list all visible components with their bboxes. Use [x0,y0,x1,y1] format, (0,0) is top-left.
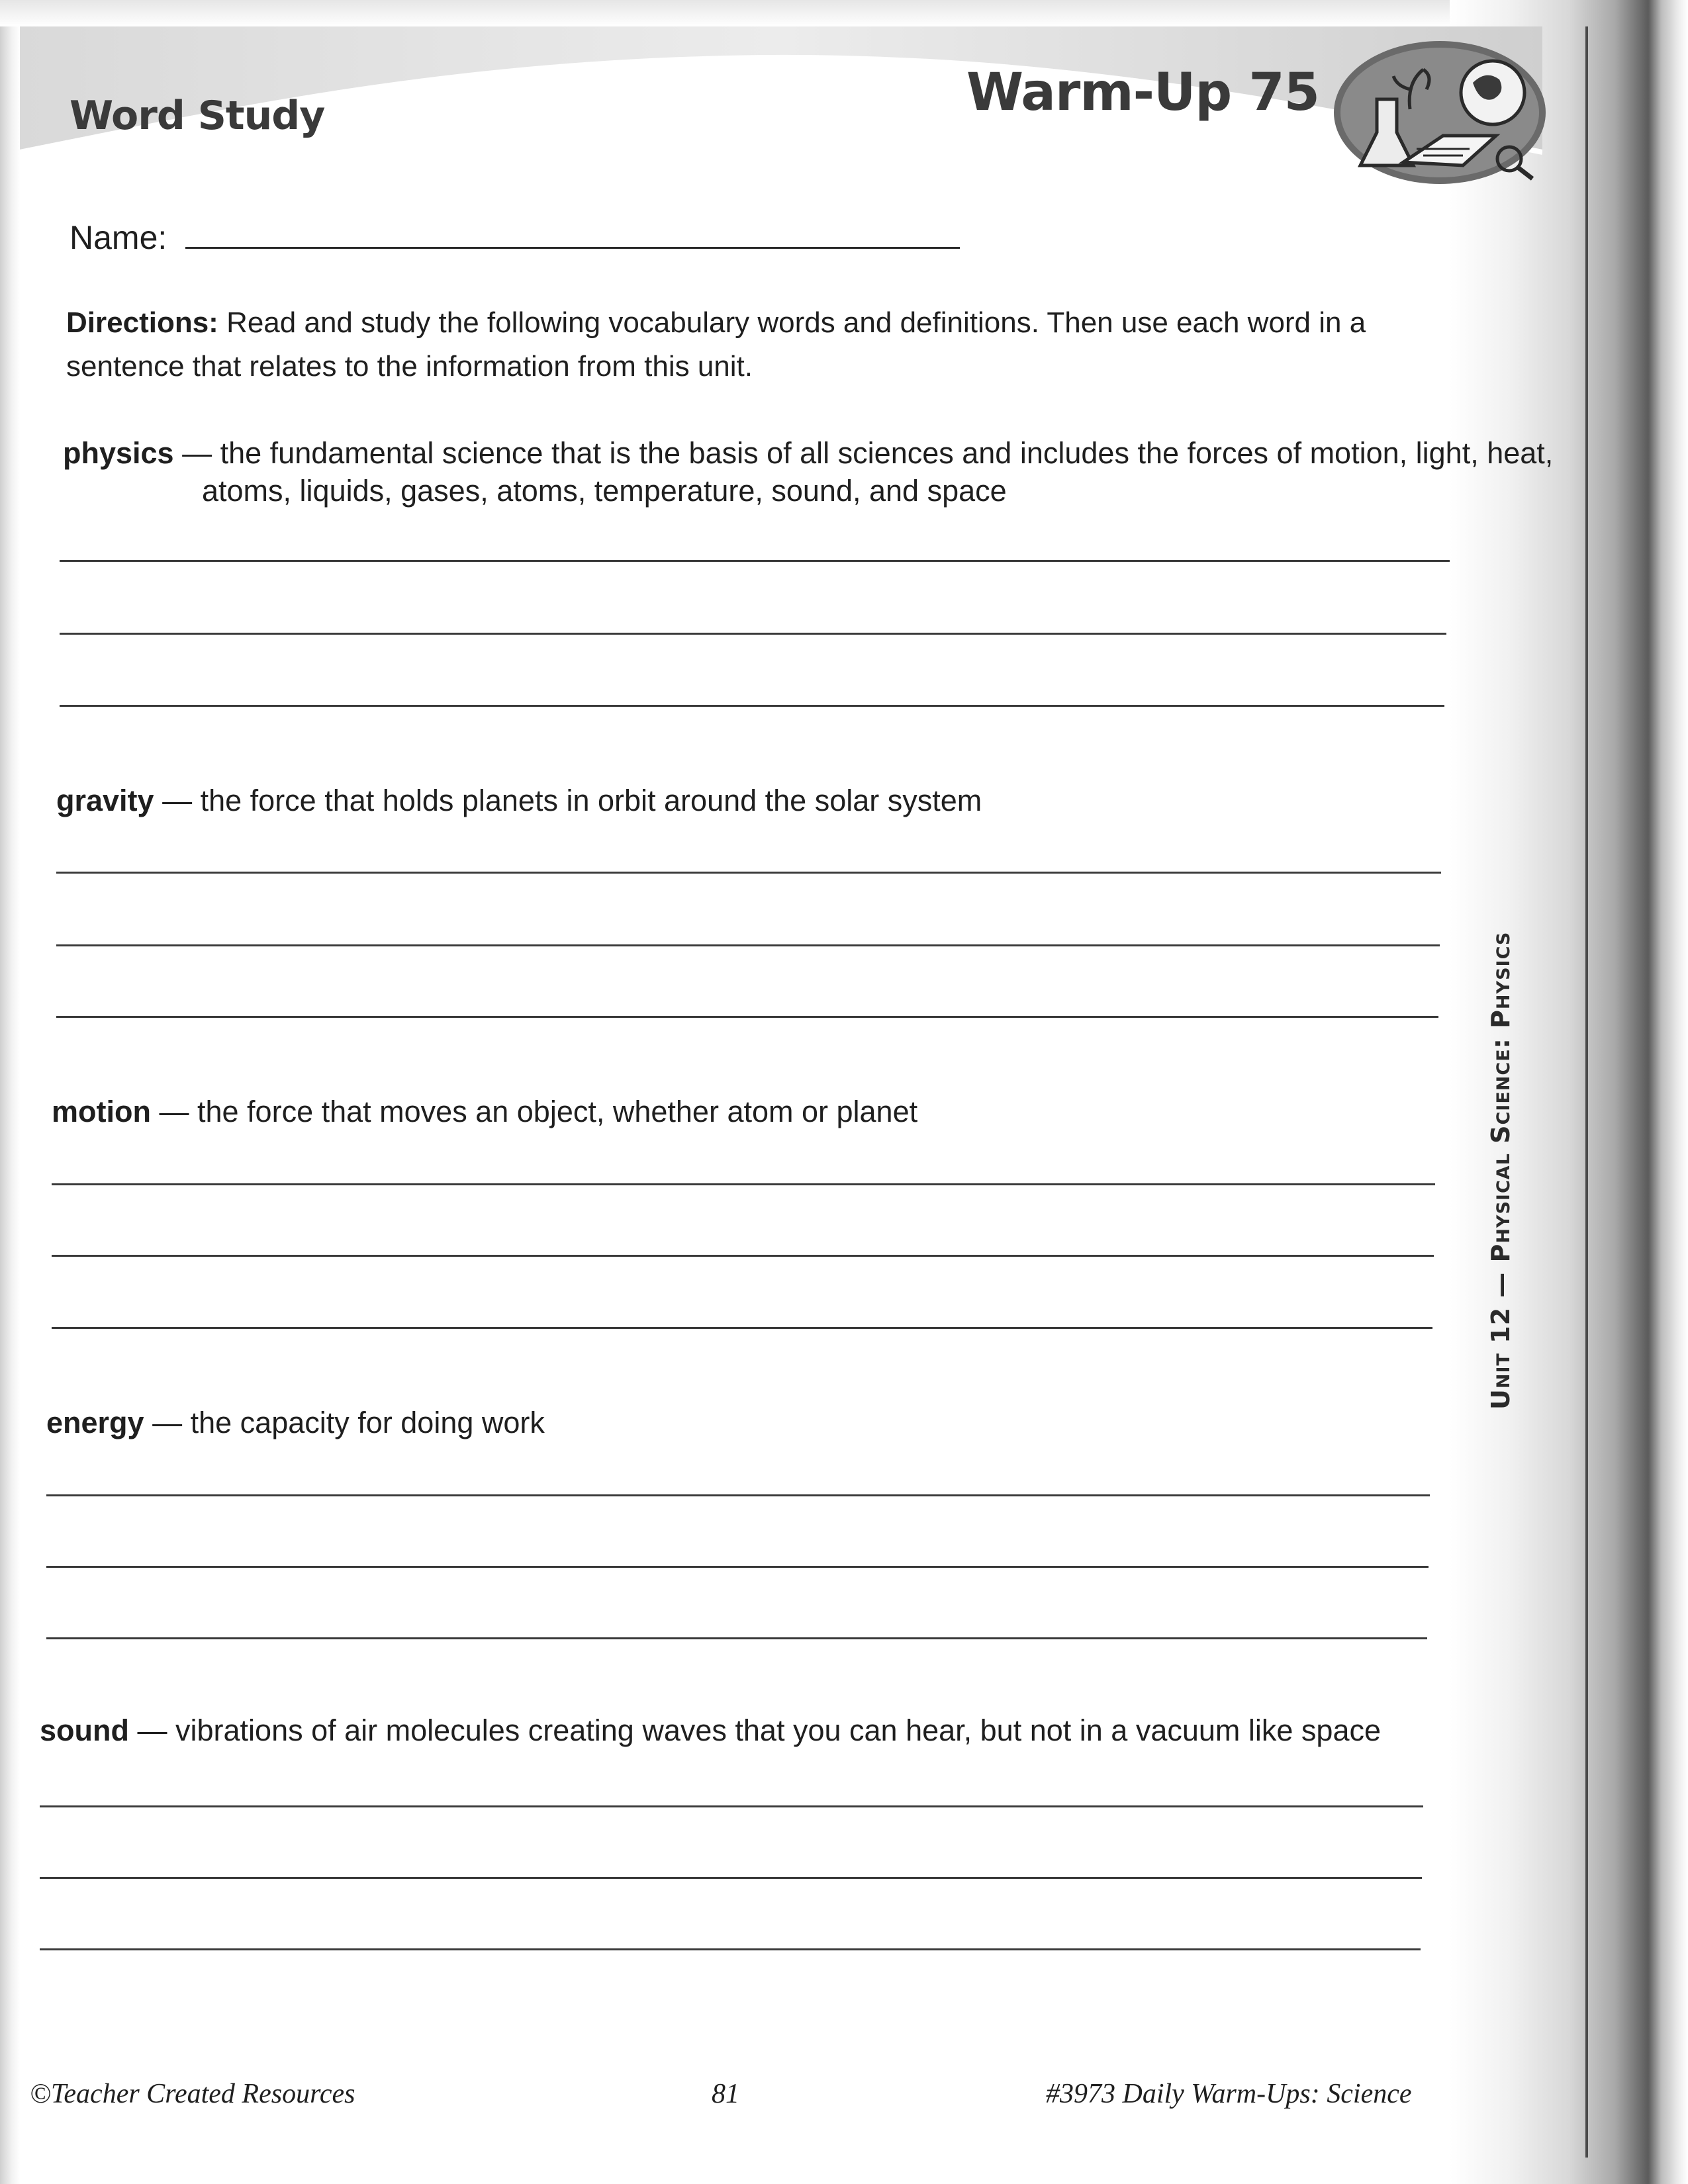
directions-label: Directions: [66,306,218,339]
dash: — [182,436,212,470]
vocab-term: energy [46,1406,144,1439]
answer-line[interactable] [56,872,1441,874]
answer-line[interactable] [52,1327,1432,1329]
dash: — [137,1713,167,1747]
answer-line[interactable] [40,1805,1423,1807]
vocab-term: sound [40,1713,129,1747]
answer-line[interactable] [40,1948,1421,1950]
answer-line[interactable] [56,1016,1438,1018]
answer-line[interactable] [60,705,1444,707]
vocab-term: gravity [56,784,154,817]
vocab-definition-continued: atoms, liquids, gases, atoms, temperature, sound, and space [202,474,1007,508]
dash: — [162,784,193,817]
answer-line[interactable] [46,1566,1429,1568]
dash: — [159,1095,189,1128]
footer-book-title: #3973 Daily Warm-Ups: Science [1046,2079,1412,2109]
vocab-definition: the force that holds planets in orbit around the solar system [200,784,982,817]
binding-edge [1585,26,1588,2158]
science-emblem-icon [1331,36,1549,189]
vocab-definition: the fundamental science that is the basis of all sciences and includes the forces of motion, light, heat, [220,436,1554,470]
answer-line[interactable] [46,1494,1430,1496]
vocab-term: motion [52,1095,151,1128]
name-field[interactable] [185,247,960,249]
answer-line[interactable] [46,1637,1427,1639]
directions [66,301,1443,388]
answer-line[interactable] [40,1877,1422,1879]
unit-side-label: Unit 12 — Physical Science: Physics [1486,931,1515,1410]
vocab-entry-physics [63,433,1553,473]
answer-line[interactable] [60,560,1450,562]
page-number: 81 [712,2079,739,2109]
vocab-entry-sound [40,1711,1381,1751]
warmup-title: Warm-Up 75 [966,63,1319,122]
vocab-definition: the capacity for doing work [190,1406,545,1439]
vocab-definition: vibrations of air molecules creating waves that you can hear, but not in a vacuum like space [175,1713,1381,1747]
answer-line[interactable] [52,1255,1434,1257]
footer-publisher: ©Teacher Created Resources [30,2079,355,2109]
vocab-entry-gravity [56,781,982,821]
vocab-entry-motion [52,1092,917,1132]
answer-line[interactable] [52,1183,1435,1185]
vocab-entry-energy [46,1403,545,1443]
scan-shadow-left [0,0,20,2184]
name-label: Name: [70,219,167,256]
dash: — [152,1406,183,1439]
vocab-definition: the force that moves an object, whether atom or planet [197,1095,918,1128]
section-title: Word Study [70,93,325,139]
answer-line[interactable] [60,633,1446,635]
vocab-term: physics [63,436,174,470]
binding-gutter [1450,0,1688,2184]
answer-line[interactable] [56,944,1440,946]
directions-text: Read and study the following vocabulary words and definitions. Then use each word in a sentence that relates to the information from this unit. [66,306,1366,383]
